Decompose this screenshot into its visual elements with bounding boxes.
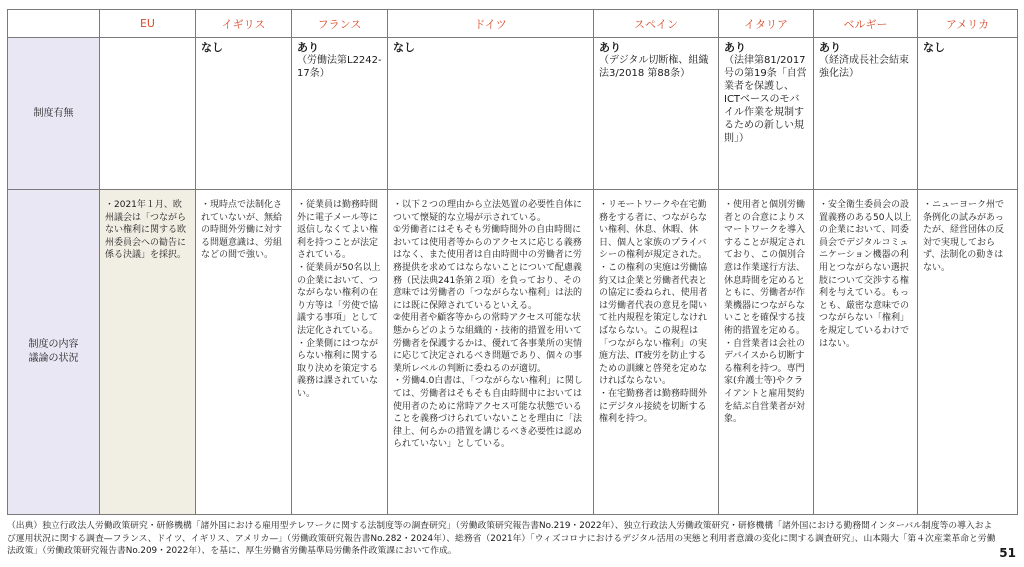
discussion-text-uk: ・現時点で法制化されていないが、無給の時間外労働に対する問題意識は、労組などの間で強い。 [201,200,283,261]
column-header-usa: アメリカ [918,10,1018,38]
discussion-text-spain: ・リモートワークや在宅勤務をする者に、つながらない権利、休息、休暇、休日、個人と家族のプライバシーの権利が規定された。 ・この権利の実施は労働協約又は企業と労働者代表との協定に委ねられ、使用者は労働者代表の意見を聞いて社内規程を策定しなければならない。この規程は「つながらない権利」の実施方法、IT疲労を防止するための訓練と啓発を定めなければならない。 ・在宅勤務者は勤務時間外にデジタル接続を切断する権利を持つ。 [599,200,708,425]
discussion-text-france: ・従業員は勤務時間外に電子メール等に返信しなくてよい権利を持つことが法定されている。 ・従業員が50名以上の企業において、つながらない権利の在り方等は「労使で協議する事項」として法定化されている。 ・企業側にはつながらない権利に関する取り決めを策定する義務は課されていない。 [297,200,381,399]
source-footnote: （出典）独立行政法人労働政策研究・研修機構「諸外国における雇用型テレワークに関する法制度等の調査研究」（労働政策研究報告書No.219・2022年）、独立行政法人労働政策研究・研修機構「諸外国における勤務間インターバル制度等の導入および運用状況に関する調査—フランス、ドイツ、イギリス、アメリカ—」（労働政策研究報告書No.282・2024年）、総務省（2021年）「ウィズコロナにおけるデジタル活用の実態と利用者意識の変化に関する調査研究」、山本陽大「第４次産業革命と労働法政策」（労働政策研究報告書No.209・2022年）、を基に、厚生労働省労働基準局労働条件政策課において作成。 [7,521,996,556]
cell-system-usa [918,38,1018,190]
comparison-table [7,9,1018,515]
page-number: 51 [999,546,1016,560]
cell-system-belgium [814,38,918,190]
cell-system-spain [594,38,719,190]
system-note-belgium: （経済成長社会結束強化法） [819,55,909,79]
cell-system-italy [719,38,814,190]
discussion-text-germany: ・以下２つの理由から立法処置の必要性自体について懐疑的な立場が示されている。 ①労働者にはそもそも労働時間外の自由時間においては使用者等からのアクセスに応じる義務はなく、また使用者は自由時間中の労働者に労務提供を求めてはならないことについて配慮義務（民法典241条第２項）を負っており、その意味では労働者の「つながらない権利」は法的には既に保障されているといえる。 ②使用者や顧客等からの常時アクセス可能な状態からどのような組織的・技術的措置を用いて労働者を保護するかは、優れて各事業所の実情に応じて決定されるべき問題であり、個々の事業所レベルの判断に委ねるのが適切。 ・労働4.0白書は、「つながらない権利」に関しては、労働者はそもそも自由時間中においては使用者のために常時アクセス可能な状態でいることを義務づけられていないことを理由に「法律上、何らかの措置を講じるべき必要性は認められていない」としている。 [393,200,583,450]
column-header-spain: スペイン [594,10,719,38]
cell-discussion-uk [196,190,292,515]
cell-discussion-eu [100,190,196,515]
cell-system-france [292,38,388,190]
cell-discussion-germany [388,190,594,515]
row-label-system: 制度有無 [8,38,100,190]
cell-discussion-spain [594,190,719,515]
discussion-text-eu: ・2021年１月、欧州議会は「つながらない権利に関する欧州委員会への勧告に係る決議」を採択。 [105,200,187,261]
system-flag-belgium: あり [819,41,841,54]
cell-system-uk [196,38,292,190]
system-note-italy: （法律第81/2017号の第19条「自営業者を保護し、ICTベースのモバイル作業を規制するための新しい規則」） [724,55,807,144]
cell-system-eu [100,38,196,190]
column-header-germany: ドイツ [388,10,594,38]
cell-discussion-belgium [814,190,918,515]
column-header-italy: イタリア [719,10,814,38]
table-row-discussion [8,190,1018,515]
system-flag-germany: なし [393,41,415,54]
row-label-discussion: 制度の内容 議論の状況 [8,190,100,515]
system-flag-spain: あり [599,41,621,54]
discussion-text-usa: ・ニューヨーク州で条例化の試みがあったが、経営団体の反対で実現しておらず、法制化の動きはない。 [923,200,1005,273]
cell-discussion-france [292,190,388,515]
cell-system-germany [388,38,594,190]
column-header-france: フランス [292,10,388,38]
column-header-eu: EU [100,10,196,38]
system-flag-usa: なし [923,41,945,54]
cell-discussion-italy [719,190,814,515]
system-flag-italy: あり [724,41,746,54]
system-note-france: （労働法第L2242-17条） [297,55,382,79]
table-corner [8,10,100,38]
cell-discussion-usa [918,190,1018,515]
discussion-text-italy: ・使用者と個別労働者との合意によりスマートワークを導入することが規定されており、この個別合意は作業遂行方法、休息時間を定めるとともに、労働者が作業機器につながらないことを確保する技術的措置を定める。 ・自営業者は会社のデバイスから切断する権利を持つ。専門家(弁護士等)やクライアントと雇用契約を結ぶ自営業者が対象。 [724,200,806,425]
table-row-system [8,38,1018,190]
system-flag-uk: なし [201,41,223,54]
discussion-text-belgium: ・安全衛生委員会の設置義務のある50人以上の企業において、同委員会でデジタルコミュニケーション機器の利用とつながらない選択肢について交渉する権利を与えている。もっとも、厳密な意味でのつながらない「権利」を規定しているわけではない。 [819,200,912,349]
column-header-uk: イギリス [196,10,292,38]
system-flag-france: あり [297,41,319,54]
column-header-belgium: ベルギー [814,10,918,38]
system-note-spain: （デジタル切断権、組織法3/2018 第88条） [599,55,709,79]
